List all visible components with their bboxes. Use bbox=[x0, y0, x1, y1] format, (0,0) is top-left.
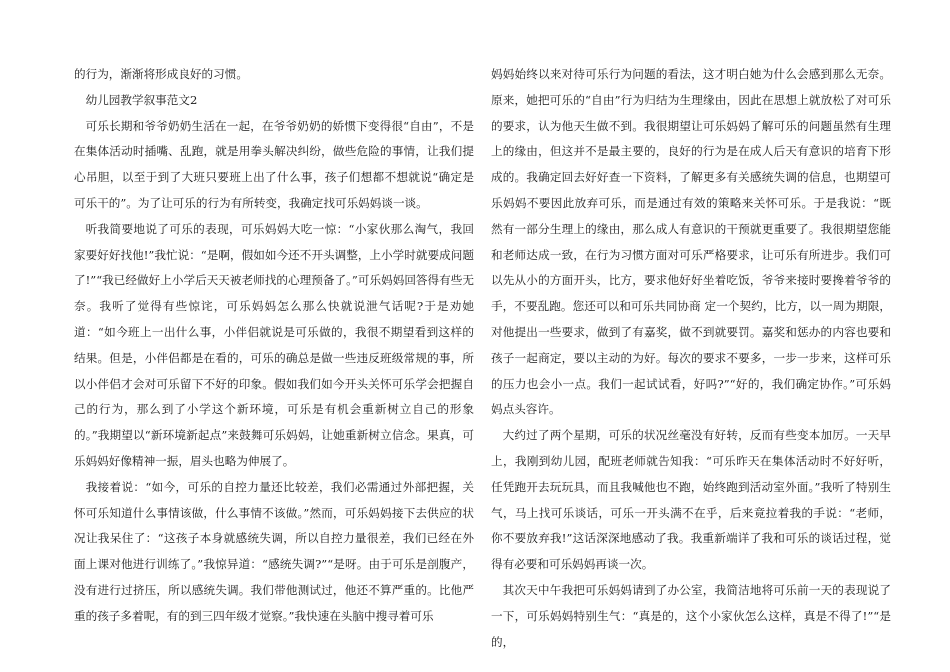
left-column bbox=[74, 62, 474, 630]
paragraph: 听我简要地说了可乐的表现，可乐妈妈大吃一惊：“小家伙那么淘气，我回家要好好找他!”我忙说：“是啊，假如如今还不开头调整，上小学时就要成问题了!”“我已经做好上小学后天天被老师找的心理预备了。”可乐妈妈回答得有些无奈。我听了觉得有些惊诧，可乐妈妈怎么那么快就说泄气话呢?于是劝她道：“如今班上一出什么事，小伴侣就说是可乐做的，我很不期望看到这样的结果。但是，小伴侣都是在看的，可乐的确总是做一些违反班级常规的事，所以小伴侣才会对可乐留下不好的印象。假如我们如今开头关怀可乐学会把握自己的行为，那么到了小学这个新环境，可乐是有机会重新树立自己的形象的。”我期望以“新环境新起点”来鼓舞可乐妈妈，让她重新树立信念。果真，可乐妈妈好像精神一振，眉头也略为伸展了。 bbox=[74, 221, 474, 468]
section-heading: 幼儿园教学叙事范文2 bbox=[85, 92, 198, 107]
paragraph: 我接着说：“如今，可乐的自控力量还比较差，我们必需通过外部把握，关怀可乐知道什么事情该做，什么事情不该做。”然而，可乐妈妈接下去供应的状况让我呆住了：“这孩子本身就感统失调，所以自控力量很差，我们已经在外面上课对他进行训练了。”我惊异道：“感统失调?”“是呀。由于可乐是剖腹产，没有进行过挤压，所以感统失调。我们带他测试过，他还不算严重的。比他严重的孩子多着呢，有的到三四年级才觉察。”我快速在头脑中搜寻着可乐 bbox=[74, 479, 474, 623]
paragraph-continuation: 的行为，渐渐将形成良好的习惯。 bbox=[74, 67, 248, 81]
right-column bbox=[491, 62, 891, 655]
paragraph: 其次天中午我把可乐妈妈请到了办公室，我简洁地将可乐前一天的表现说了一下，可乐妈妈特别生气：“真是的，这个小家伙怎么这样，真是不得了!”“是的， bbox=[491, 582, 891, 649]
paragraph: 大约过了两个星期，可乐的状况丝毫没有好转，反而有些变本加厉。一天早上，我刚到幼儿园，配班老师就告知我：“可乐昨天在集体活动时不好好听，任凭跑开去玩玩具，而且我喊他也不跑，始终跑到活动室外面。”我听了特别生气，马上找可乐谈话，可乐一开头满不在乎，后来竟拉着我的手说：“老师，你不要放弃我!”这话深深地感动了我。我重新端详了我和可乐的谈话过程，觉得有必要和可乐妈妈再谈一次。 bbox=[491, 428, 891, 572]
paragraph: 可乐长期和爷爷奶奶生活在一起，在爷爷奶奶的娇惯下变得很“自由”，不是在集体活动时插嘴、乱跑，就是用拳头解决纠纷，做些危险的事情，让我们提心吊胆，以至于到了大班只要班上出了什么事，孩子们想都不想就说“确定是可乐干的”。为了让可乐的行为有所转变，我确定找可乐妈妈谈一谈。 bbox=[74, 118, 474, 210]
paragraph-continuation: 妈妈始终以来对待可乐行为问题的看法，这才明白她为什么会感到那么无奈。原来，她把可乐的“自由”行为归结为生理缘由，因此在思想上就放松了对可乐的要求，认为他天生做不到。我很期望让可乐妈妈了解可乐的问题虽然有生理上的缘由，但这并不是最主要的，良好的行为是在成人后天有意识的培育下形成的。我确定回去好好查一下资料，了解更多有关感统失调的信息，也期望可乐妈妈不要因此放弃可乐，而是通过有效的策略来关怀可乐。于是我说：“既然有一部分生理上的缘由，那么成人有意识的干预就更重要了。我很期望您能和老师达成一致，在行为习惯方面对可乐严格要求，让可乐有所进步。我们可以先从小的方面开头，比方，要求他好好坐着吃饭，爷爷来接时要搀着爷爷的手，不要乱跑。您还可以和可乐共同协商 定一个契约，比方，以一周为期限，对他提出一些要求，做到了有嘉奖，做不到就要罚。嘉奖和惩办的内容也要和孩子一起商定，要以主动的为好。每次的要求不要多，一步一步来，这样可乐的压力也会小一点。我们一起试试看，好吗?”“好的，我们确定协作。”可乐妈妈点头容许。 bbox=[491, 67, 891, 417]
